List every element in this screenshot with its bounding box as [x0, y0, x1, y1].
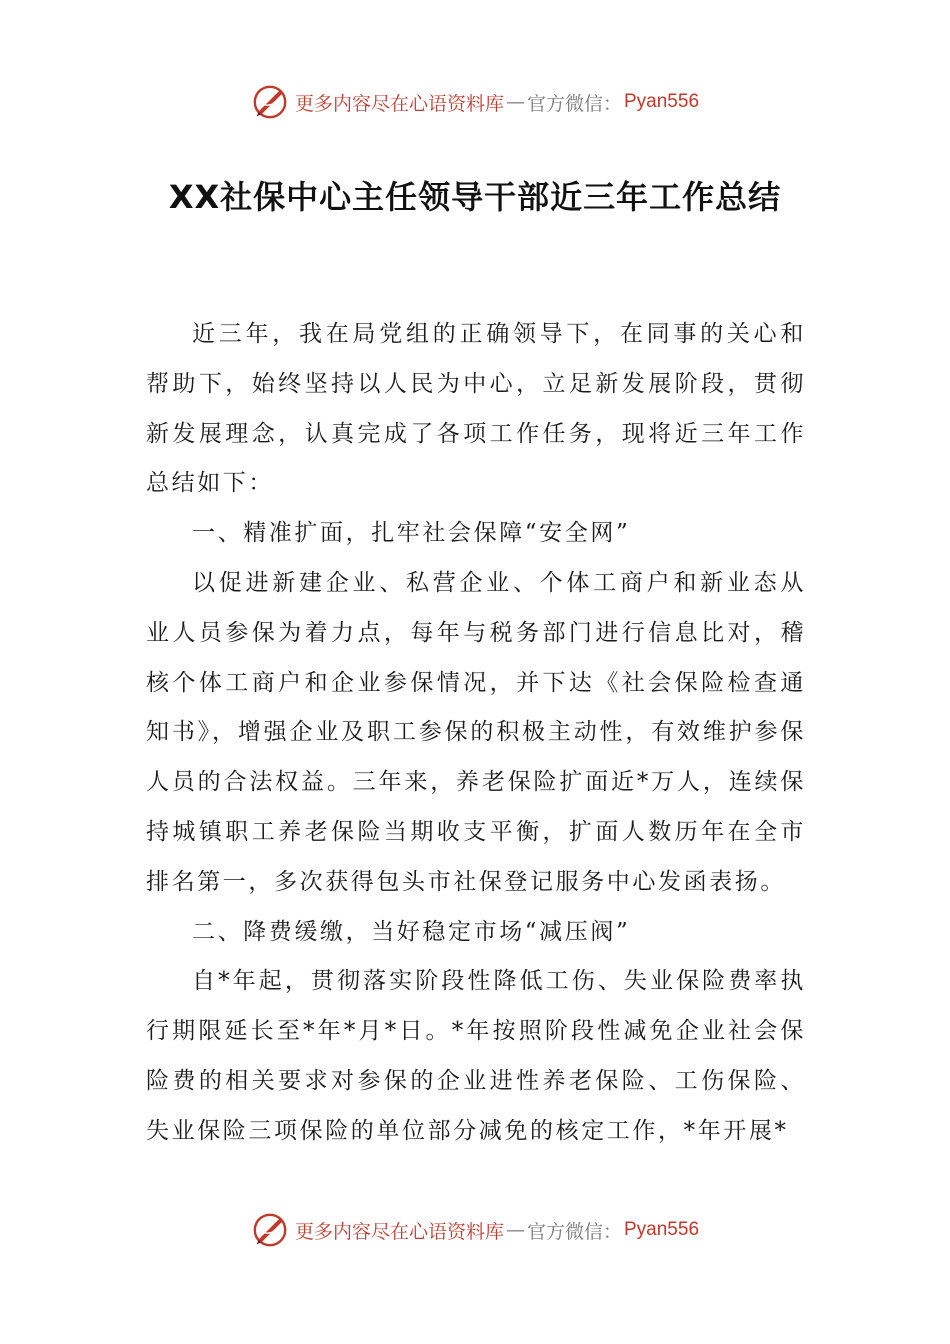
watermark-id: Pyan556	[624, 91, 700, 112]
paragraph-section-2: 自*年起，贯彻落实阶段性降低工伤、失业保险费率执行期限延长至*年*月*日。*年按照阶段性减免企业社会保险费的相关要求对参保的企业进性养老保险、工伤保险、失业保险三项保险的单位部分减免的核定工作，*年开展*	[146, 968, 806, 1144]
document-title: XX社保中心主任领导干部近三年工作总结	[168, 178, 782, 216]
paragraph-intro: 近三年，我在局党组的正确领导下，在同事的关心和帮助下，始终坚持以人民为中心，立足新发展阶段，贯彻新发展理念，认真完成了各项工作任务，现将近三年工作总结如下：	[146, 321, 806, 497]
watermark-banner-bottom	[0, 1208, 950, 1252]
paragraph-section-1: 以促进新建企业、私营企业、个体工商户和新业态从业人员参保为着力点，每年与税务部门进行信息比对，稽核个体工商户和企业参保情况，并下达《社会保险检查通知书》，增强企业及职工参保的积极主动性，有效维护参保人员的合法权益。三年来，养老保险扩面近*万人，连续保持城镇职工养老保险当期收支平衡，扩面人数历年在全市排名第一，多次获得包头市社保登记服务中心发函表扬。	[146, 569, 806, 895]
watermark-separator: —	[505, 91, 525, 113]
watermark-separator: —	[505, 1219, 525, 1241]
watermark-text: 更多内容尽在心语资料库	[294, 1220, 504, 1243]
section-heading-2: 二、降费缓缴，当好稳定市场“减压阀”	[192, 918, 631, 945]
watermark-label: 官方微信：	[526, 92, 622, 115]
watermark-banner-top	[0, 80, 950, 124]
section-heading-1: 一、精准扩面，扎牢社会保障“安全网”	[192, 520, 631, 547]
watermark-text: 更多内容尽在心语资料库	[294, 92, 504, 115]
watermark-label: 官方微信：	[526, 1220, 622, 1243]
pen-logo-icon	[251, 83, 289, 121]
document-body	[146, 310, 806, 1157]
watermark-id: Pyan556	[624, 1219, 700, 1240]
pen-logo-icon	[251, 1211, 289, 1249]
